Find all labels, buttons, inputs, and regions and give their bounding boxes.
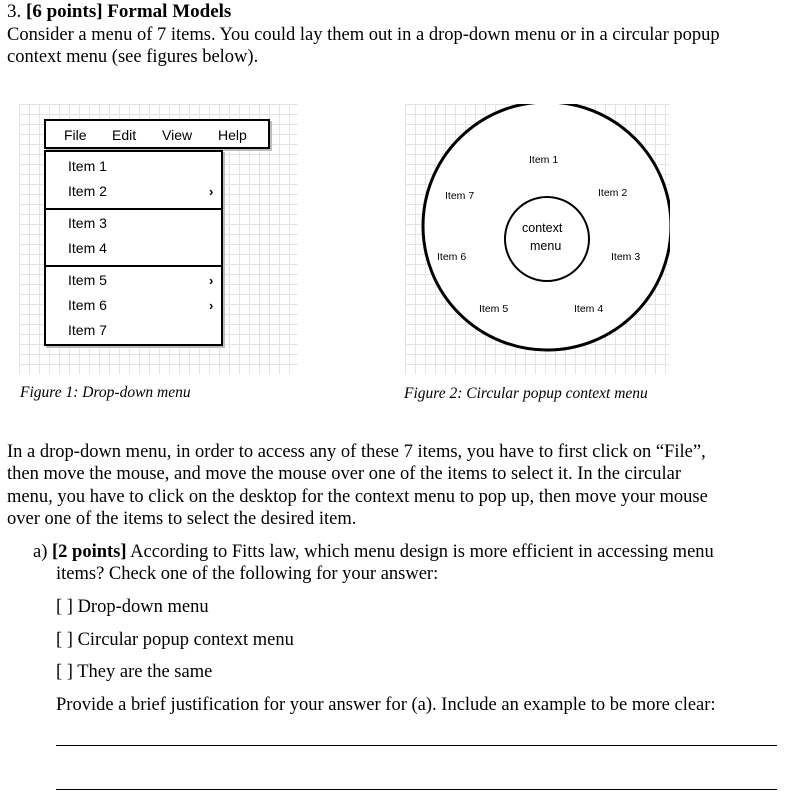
body-line-1: In a drop-down menu, in order to access any of these 7 items, you have to first click on “File”, [7,442,706,462]
justification-prompt: Provide a brief justification for your answer for (a). Include an example to be more clear: [56,695,716,715]
part-a-text-1: According to Fitts law, which menu design is more efficient in accessing menu [130,542,714,562]
figure-2-caption: Figure 2: Circular popup context menu [404,385,648,402]
context-menu-center-line-1: context [522,221,563,235]
menubar [44,119,270,149]
menubar-view: View [162,127,193,143]
menubar-edit: Edit [112,127,137,143]
circle-item-3: Item 3 [611,251,641,263]
dropdown-item-5: Item 5 [68,272,107,288]
dropdown-item-4: Item 4 [68,240,107,256]
submenu-chevron-icon: › [209,184,214,199]
circle-item-4: Item 4 [574,303,604,315]
part-a-line-1 [33,541,793,564]
part-a-points: [2 points] [52,542,127,562]
dropdown-menu [44,150,223,346]
body-line-3: menu, you have to click on the desktop for the context menu to pop up, then move your mouse [7,487,708,507]
figure-1-caption: Figure 1: Drop-down menu [20,384,191,401]
submenu-chevron-icon: › [209,273,214,288]
part-a-text-2: items? Check one of the following for your answer: [56,564,439,584]
part-a-label: a) [33,542,48,562]
question-number: 3. [7,1,22,22]
body-line-4: over one of the items to select the desired item. [7,509,357,529]
dropdown-item-6: Item 6 [68,297,107,313]
option-same[interactable]: [ ] They are the same [56,662,213,682]
question-points: [6 points] [26,1,103,22]
question-title [7,1,231,23]
submenu-chevron-icon: › [209,298,214,313]
dropdown-item-7: Item 7 [68,322,107,338]
dropdown-separator [46,265,221,267]
option-dropdown-menu[interactable]: [ ] Drop-down menu [56,597,209,617]
option-circular-popup-menu[interactable]: [ ] Circular popup context menu [56,630,294,650]
question-heading: Formal Models [107,1,232,22]
dropdown-item-2: Item 2 [68,183,107,199]
circle-item-1: Item 1 [529,154,559,166]
intro-line-1: Consider a menu of 7 items. You could lay them out in a drop-down menu or in a circular popup [7,25,720,45]
dropdown-separator [46,208,221,210]
answer-line-2[interactable] [56,789,777,790]
dropdown-item-1: Item 1 [68,158,107,174]
circle-item-6: Item 6 [437,251,467,263]
circle-item-2: Item 2 [598,187,628,199]
circle-item-7: Item 7 [445,190,475,202]
context-menu-center-line-2: menu [530,239,562,253]
dropdown-item-3: Item 3 [68,215,107,231]
body-line-2: then move the mouse, and move the mouse over one of the items to select it. In the circular [7,464,682,484]
intro-line-2: context menu (see figures below). [7,47,259,67]
menubar-help: Help [218,127,247,143]
figure-2-circular-illustration [405,104,670,374]
menubar-file: File [64,127,87,143]
circle-item-5: Item 5 [479,303,509,315]
answer-line-1[interactable] [56,745,777,746]
